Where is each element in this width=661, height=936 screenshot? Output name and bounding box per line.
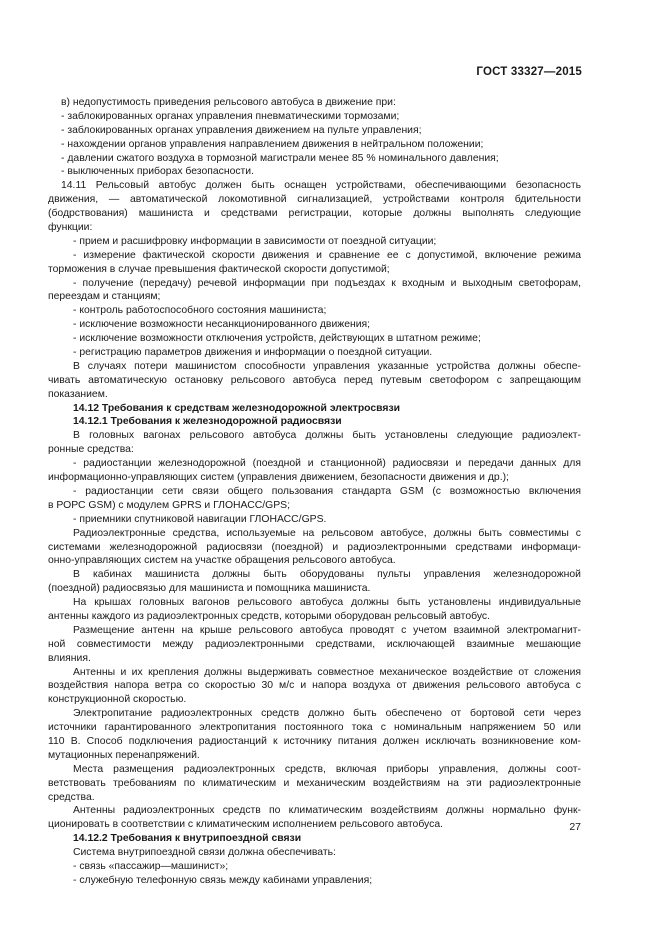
text-line: Места размещения радиоэлектронных средств, включая приборы управления, должны соот- bbox=[73, 763, 581, 775]
text-line: движения, — автоматической локомотивной сигнализацией, устройствами контроля бдительности bbox=[48, 194, 581, 206]
text-line: Радиоэлектронные средства, используемые на рельсовом автобусе, должны быть совместимы с bbox=[73, 527, 581, 539]
page-number: 27 bbox=[569, 821, 581, 833]
text-line: (поездной) радиосвязью для машиниста и помощника машиниста. bbox=[48, 583, 371, 595]
text-line: В случаях потери машинистом способности управления указанные устройства должны обеспе- bbox=[73, 360, 581, 372]
text-line: антенны каждого из радиоэлектронных средств, которыми оборудован рельсовый автобус. bbox=[48, 610, 490, 622]
text-line: - заблокированных органах управления пневматическими тормозами; bbox=[61, 110, 400, 122]
text-line: - прием и расшифровку информации в зависимости от поездной ситуации; bbox=[73, 235, 437, 247]
text-line: онно-управляющих систем на участке обращения рельсового автобуса. bbox=[48, 555, 396, 567]
text-line: 110 В. Способ подключения радиостанций к источнику питания должен исключать возникновение ком- bbox=[48, 735, 581, 747]
text-line: функции: bbox=[48, 222, 93, 234]
text-line: в) недопустимость приведения рельсового автобуса в движение при: bbox=[61, 97, 396, 108]
text-line: - радиостанции железнодорожной (поездной и станционной) радиосвязи и передачи данных для bbox=[73, 458, 581, 470]
text-line: - приемники спутниковой навигации ГЛОНАСС/GPS. bbox=[73, 513, 327, 525]
text-line: Антенны и их крепления должны выдерживать совместное механическое воздействие от сложения bbox=[73, 666, 581, 678]
text-line: - получение (передачу) речевой информации при подъездах к входным и выходным светофорам, bbox=[73, 277, 581, 289]
document-id: ГОСТ 33327—2015 bbox=[476, 66, 582, 78]
text-line: влияния. bbox=[48, 652, 91, 664]
text-line: 14.12.2 Требования к внутрипоездной связи bbox=[73, 833, 302, 845]
text-line: - радиостанции сети связи общего пользования стандарта GSM (с возможностью включения bbox=[73, 485, 581, 497]
text-line: Антенны радиоэлектронных средств по климатическим воздействиям должны нормально функ- bbox=[73, 805, 581, 817]
text-line: - заблокированных органах управления движением на пульте управления; bbox=[61, 124, 422, 136]
text-line: - исключение возможности отключения устройств, действующих в штатном режиме; bbox=[73, 333, 481, 345]
text-line: средства. bbox=[48, 791, 95, 803]
text-line: - регистрацию параметров движения и информации о поездной ситуации. bbox=[73, 347, 433, 359]
text-line: - нахождении органов управления направлением движения в нейтральном положении; bbox=[61, 138, 484, 150]
text-line: переездам и станциям; bbox=[48, 291, 161, 303]
text-line: системами железнодорожной радиосвязи (поездной) и радиоэлектронными средствами информаци- bbox=[48, 541, 581, 553]
text-line: ронные средства: bbox=[48, 444, 134, 456]
text-line: В кабинах машиниста должны быть оборудованы пульты управления железнодорожной bbox=[73, 569, 581, 581]
text-line: Система внутрипоездной связи должна обеспечивать: bbox=[73, 847, 336, 859]
text-line: мутационных перенапряжений. bbox=[48, 749, 200, 761]
text-line: чивать автоматическую остановку рельсового автобуса перед путевым светофором с запрещающим bbox=[48, 374, 581, 386]
text-line: - служебную телефонную связь между кабинами управления; bbox=[73, 874, 373, 886]
text-line: (бодрствования) машиниста и средствами регистрации, которые должны выполнять следующие bbox=[48, 208, 581, 220]
text-line: 14.12.1 Требования к железнодорожной радиосвязи bbox=[73, 416, 342, 428]
text-line: - выключенных приборах безопасности. bbox=[61, 166, 254, 178]
text-line: 14.12 Требования к средствам железнодорожной электросвязи bbox=[73, 402, 401, 414]
text-line: На крышах головных вагонов рельсового автобуса должны быть установлены индивидуальные bbox=[73, 597, 581, 609]
text-line: - исключение возможности несанкционированного движения; bbox=[73, 319, 371, 331]
text-line: ционировать в соответствии с климатическим исполнением рельсового автобуса. bbox=[48, 819, 443, 831]
text-line: ветствовать требованиям по климатическим и механическим воздействиям на эти радиоэлектронные bbox=[48, 777, 581, 789]
text-line: Размещение антенн на крыше рельсового автобуса проводят с учетом взаимной электромагнит- bbox=[73, 624, 581, 636]
text-line: воздействия напора ветра со скоростью 30 м/с и напора воздуха от движения рельсового автобуса с bbox=[48, 680, 581, 692]
text-line: торможения в случае превышения фактической скорости допустимой; bbox=[48, 263, 390, 275]
text-line: - контроль работоспособного состояния машиниста; bbox=[73, 305, 327, 317]
text-line: - давлении сжатого воздуха в тормозной магистрали менее 85 % номинального давления; bbox=[61, 152, 499, 164]
text-line: В головных вагонах рельсового автобуса должны быть установлены следующие радиоэлект- bbox=[73, 430, 581, 442]
text-line: показанием. bbox=[48, 388, 108, 400]
text-line: - связь «пассажир—машинист»; bbox=[73, 860, 229, 872]
text-line: ной совместимости между радиоэлектронными средствами, исключающей взаимные мешающие bbox=[48, 638, 581, 650]
text-line: 14.11 Рельсовый автобус должен быть оснащен устройствами, обеспечивающими безопасность bbox=[61, 180, 581, 192]
text-line: - измерение фактической скорости движения и сравнение ее с допустимой, включение режима bbox=[73, 249, 581, 261]
text-line: в РОРС GSM) с модулем GPRS и ГЛОНАСС/GPS; bbox=[48, 499, 290, 511]
text-line: источники гарантированного электропитания постоянного тока с номинальным напряжением 50 или bbox=[48, 722, 581, 734]
text-line: Электропитание радиоэлектронных средств должно быть обеспечено от бортовой сети через bbox=[73, 708, 581, 720]
document-body bbox=[48, 96, 581, 888]
text-line: конструкционной скоростью. bbox=[48, 694, 187, 706]
text-line: информационно-управляющих систем (управления движением, безопасности движения и др.); bbox=[48, 472, 509, 484]
